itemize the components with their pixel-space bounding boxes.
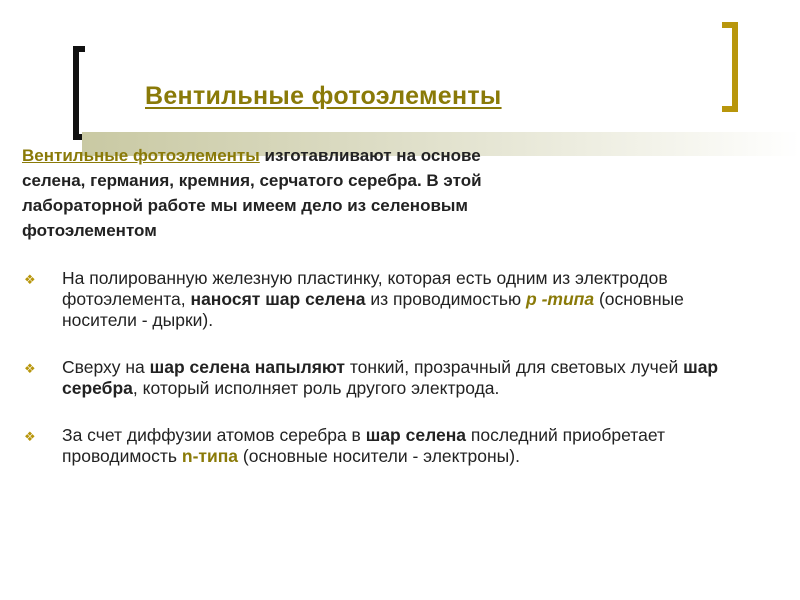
slide-title: Вентильные фотоэлементы xyxy=(145,82,502,110)
bullet-2-text-a: Сверху на xyxy=(62,357,150,377)
bullet-item-2 xyxy=(22,357,742,399)
intro-highlight: Вентильные фотоэлементы xyxy=(22,146,260,165)
bullet-1-text-a: На полированную железную пластинку, которая есть одним из электродов фотоэлемента, xyxy=(62,268,668,309)
bullet-1-text-b: из проводимостью xyxy=(365,289,527,309)
intro-line-1-rest: изготавливают на основе xyxy=(259,146,481,165)
right-bracket-decoration xyxy=(722,22,738,112)
bullet-1-type-p: p -типа xyxy=(526,289,595,309)
bullet-item-1 xyxy=(22,268,742,331)
bullet-2-text-b: тонкий, прозрачный для световых лучей xyxy=(345,357,684,377)
intro-paragraph xyxy=(22,143,662,243)
diamond-bullet-icon: ❖ xyxy=(24,361,36,376)
intro-line-2: селена, германия, кремния, серчатого серебра. В этой xyxy=(22,171,482,190)
bullet-3-text-c: (основные носители - электроны). xyxy=(238,446,520,466)
intro-line-3: лабораторной работе мы имеем дело из селеновым xyxy=(22,196,468,215)
bullet-3-bold-a: шар селена xyxy=(365,425,466,445)
bullet-1-bold-a: наносят шар селена xyxy=(190,289,366,309)
intro-line-1 xyxy=(22,143,662,168)
bullet-3-type-n: n-типа xyxy=(181,446,239,466)
diamond-bullet-icon: ❖ xyxy=(24,272,36,287)
bullet-list xyxy=(22,268,742,493)
bullet-3-text-a: За счет диффузии атомов серебра в xyxy=(62,425,366,445)
bullet-3-text-b: последний приобретает проводимость xyxy=(62,425,666,466)
bullet-1-text-c: (основные носители - дырки). xyxy=(62,289,684,330)
diamond-bullet-icon: ❖ xyxy=(24,429,36,444)
bullet-2-bold-a: шар селена напыляют xyxy=(149,357,345,377)
intro-line-4: фотоэлементом xyxy=(22,221,157,240)
left-bracket-decoration xyxy=(73,46,85,140)
bullet-item-3 xyxy=(22,425,742,467)
bullet-2-text-c: , который исполняет роль другого электрода. xyxy=(132,378,500,398)
bullet-2-bold-b: шар серебра xyxy=(62,357,719,398)
